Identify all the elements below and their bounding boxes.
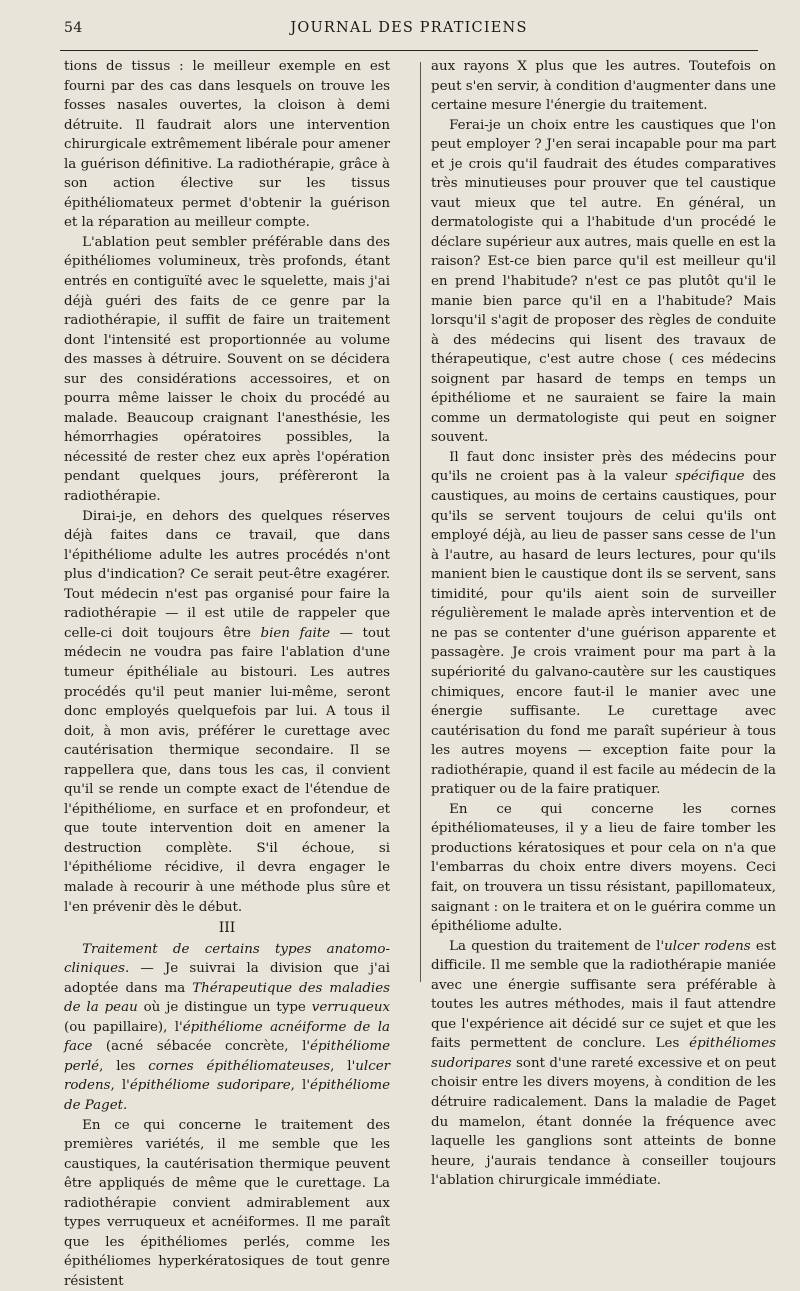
- text: (ou papillaire), l': [64, 1019, 183, 1035]
- text: — Je suivrai la division que j'ai adoptée dans ma: [64, 961, 390, 996]
- text: , l': [330, 1058, 356, 1074]
- emphasis: spécifique: [675, 469, 745, 485]
- text: La question du traitement de l': [449, 938, 665, 954]
- paragraph: Ferai-je un choix entre les caustiques que l'on peut employer ? J'en serai incapable pour ma part et je crois qu'il faudrait des études comparatives très minutieuses pour prouver que tel caustique vaut mieux que tel autre. En général, un dermatologiste qui a l'habitude d'un procédé le déclare supérieur aux autres, mais quelle en est la raison? Est-ce bien parce qu'il est meilleur qu'il en prend l'habitude? n'est ce pas plutôt qu'il le manie bien parce qu'il en a l'habitude? Mais lorsqu'il s'agit de proposer des règles de conduite à des médecins qui lisent des travaux de thérapeutique, c'est autre chose ( ces médecins soignent par hasard de temps en temps un épithéliome et ne sauraient se faire la main comme un dermatologiste qui peut en soigner souvent.: [431, 117, 776, 446]
- term-acneiforme: épithéliome acnéiforme de la face: [64, 1019, 390, 1055]
- paragraph: [64, 940, 390, 1116]
- paragraph: [431, 448, 776, 800]
- text: Il faut donc insister près des médecins pour qu'ils ne croient pas à la valeur: [431, 449, 776, 485]
- text: sont d'une rareté excessive et on peut choisir entre les divers moyens, à condition de les détruire radicalement. Dans la maladie de Paget du mamelon, étant donnée la fréquence avec laquelle les ganglions sont atteints de bonne heure, j'aurais tendance à conseiller toujours l'ablation chirurgicale immédiate.: [431, 1055, 776, 1189]
- paragraph: aux rayons X plus que les autres. Toutefois on peut s'en servir, à condition d'augmenter dans une certaine mesure l'énergie du traitement.: [431, 59, 776, 114]
- term-ulcer: ulcer rodens: [64, 1058, 391, 1094]
- paragraph: L'ablation peut sembler préférable dans des épithéliomes volumineux, très profonds, étant entrés en contiguïté avec le squelette, mais j'ai déjà guéri des faits de ce genre par la radiothérapie, il suffit de faire un traitement dont l'intensité est proportionnée au volume des masses à détruire. Souvent on se décidera sur des considérations accessoires, et on pourra même laisser le choix du procédé au malade. Beaucoup craignant l'anesthésie, les hémorrhagies opératoires possibles, la nécessité de rester chez eux après l'opération pendant quelques jours, préfèreront la radiothérapie.: [64, 234, 390, 505]
- paragraph: En ce qui concerne les cornes épithéliomateuses, il y a lieu de faire tomber les productions kératosiques et pour cela on n'a que l'embarras du choix entre divers moyens. Ceci fait, on trouvera un tissu résistant, papillomateux, saignant : on le traitera et on le guérira comme un épithéliome adulte.: [431, 801, 776, 935]
- text: , l': [290, 1078, 311, 1094]
- term-cornes: cornes épithéliomateuses: [148, 1058, 331, 1074]
- section-number: III: [218, 920, 236, 937]
- term-sudoripares: épithéliomes sudoripares: [431, 1036, 776, 1071]
- term-ulcer: ulcer rodens: [664, 938, 751, 954]
- term-verruqueux: verruqueux: [311, 1000, 390, 1016]
- paragraph: [64, 507, 390, 917]
- paragraph: [431, 937, 776, 1191]
- text: Dirai-je, en dehors des quelques réserves déjà faites dans ce travail, que dans l'épithéliome adulte les autres procédés n'ont plus d'indication? Ce serait peut-être exagérer. Tout médecin n'est pas organisé pour faire la radiothérapie — il est utile de rappeler que celle-ci doit toujours être: [64, 508, 390, 641]
- right-column: [431, 57, 776, 1191]
- left-column: [64, 57, 390, 1291]
- page-number: 54: [64, 20, 83, 36]
- text: où je distingue un type: [143, 1000, 306, 1016]
- book-title: Thérapeutique des maladies de la peau: [64, 980, 391, 1016]
- text: , les: [99, 1058, 136, 1074]
- column-divider: [420, 62, 421, 982]
- section-title: Traitement de certains types anatomo-cliniques.: [64, 941, 390, 977]
- text: (acné sébacée concrète, l': [105, 1039, 311, 1055]
- term-sudoripare: épithéliome sudoripare: [129, 1078, 291, 1094]
- text: est difficile. Il me semble que la radiothérapie maniée avec une énergie suffisante sera préférable à toutes les autres méthodes, mais il faut attendre que l'expérience ait décidé sur ce sujet et que les faits permettent de conclure. Les: [431, 938, 777, 1052]
- term-perle: épithéliome perlé: [64, 1039, 390, 1074]
- running-header: [60, 14, 758, 51]
- text: , l': [110, 1078, 130, 1094]
- term-paget: épithéliome de Paget.: [64, 1078, 390, 1113]
- text: des caustiques, au moins de certains caustiques, pour qu'ils se servent toujours de celui qu'ils ont employé déjà, au lieu de passer sans cesse de l'un à l'autre, au hasard de leurs lectures, pour qu'ils manient bien le caustique dont ils se servent, sans timidité, pour qu'ils aient soin de surveiller régulièrement le malade après intervention et de ne pas se contenter d'une guérison apparente et passagère. Je crois vraiment pour ma part à la supériorité du galvano-cautère sur les caustiques chimiques, encore faut-il le manier avec une énergie suffisante. Le curettage avec cautérisation du fond me paraît supérieur à tous les autres moyens — exception faite pour la radiothérapie, quand il est facile au médecin de la pratiquer ou de la faire pratiquer.: [431, 469, 776, 798]
- emphasis: bien faite: [260, 625, 331, 641]
- paragraph: En ce qui concerne le traitement des premières variétés, il me semble que les caustiques, la cautérisation thermique peuvent être appliqués de même que le curettage. La radiothérapie convient admirablement aux types verruqueux et acnéiformes. Il me paraît que les épithéliomes perlés, comme les épithéliomes hyperkératosiques de tout genre résistent: [64, 1117, 390, 1289]
- text: — tout médecin ne voudra pas faire l'ablation d'une tumeur épithéliale au bistouri. Les autres procédés qu'il peut manier lui-même, seront donc employés quelquefois par lui. A tous il doit, à mon avis, préférer le curettage avec cautérisation thermique secondaire. Il se rappellera que, dans tous les cas, il convient qu'il se rende un compte exact de l'étendue de l'épithéliome, en surface et en profondeur, et que toute intervention doit en amener la destruction complète. S'il échoue, si l'épithéliome récidive, il devra engager le malade à recourir à une méthode plus sûre et l'en prévenir dès le début.: [64, 625, 390, 915]
- paragraph: tions de tissus : le meilleur exemple en est fourni par des cas dans lesquels on trouve les fosses nasales ouvertes, la cloison à demi détruite. Il faudrait alors une intervention chirurgicale extrêmement libérale pour amener la guérison définitive. La radiothérapie, grâce à son action élective sur les tissus épithéliomateux permet d'obtenir la guérison et la réparation au meilleur compte.: [64, 59, 390, 231]
- running-title: JOURNAL DES PRATICIENS: [290, 20, 528, 36]
